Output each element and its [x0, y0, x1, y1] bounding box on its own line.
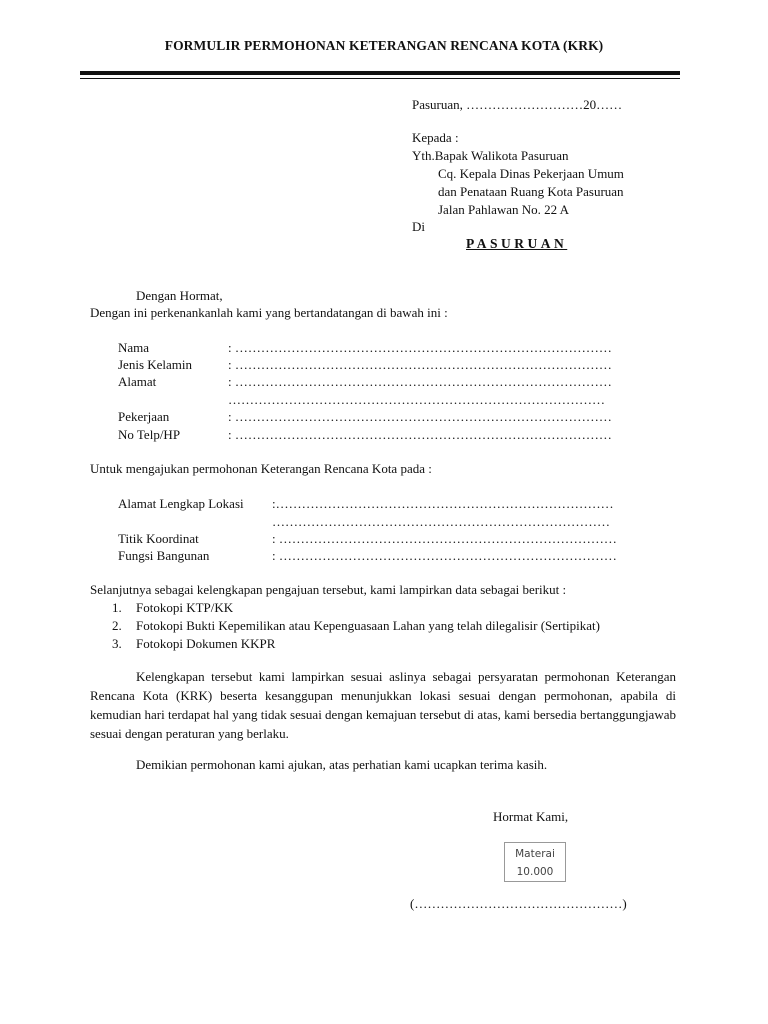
place-date: Pasuruan, ………………………20…… — [412, 97, 623, 112]
field-label-jenis-kelamin: Jenis Kelamin — [118, 357, 193, 372]
field-label-pekerjaan: Pekerjaan — [118, 409, 170, 424]
field-line-alamat-2[interactable]: …………………………………………………………………………… — [228, 392, 605, 407]
header-rule-thick — [80, 71, 680, 75]
field-label-alamat: Alamat — [118, 374, 157, 389]
attachments-intro: Selanjutnya sebagai kelengkapan pengajuan tersebut, kami lampirkan data sebagai berikut : — [90, 582, 567, 597]
kepada-label: Kepada : — [412, 130, 459, 145]
recipient-line: Yth.Bapak Walikota Pasuruan — [412, 148, 569, 163]
field-line-titik-koordinat[interactable]: : …………………………………………………………………… — [272, 531, 617, 546]
field-label-fungsi-bangunan: Fungsi Bangunan — [118, 548, 210, 563]
attachment-number: 2. — [112, 618, 122, 633]
field-label-telp: No Telp/HP — [118, 427, 181, 442]
di-label: Di — [412, 219, 425, 234]
field-line-pekerjaan[interactable]: : …………………………………………………………………………… — [228, 409, 612, 424]
street-address: Jalan Pahlawan No. 22 A — [438, 202, 570, 217]
field-line-jenis-kelamin[interactable]: : …………………………………………………………………………… — [228, 357, 612, 372]
hormat-kami: Hormat Kami, — [493, 809, 569, 824]
field-line-alamat-lokasi-2[interactable]: …………………………………………………………………… — [272, 514, 610, 529]
stamp-value: 10.000 — [516, 866, 554, 878]
form-title: FORMULIR PERMOHONAN KETERANGAN RENCANA KOTA (KRK) — [164, 38, 604, 53]
attachment-item: Fotokopi KTP/KK — [136, 600, 234, 615]
field-line-alamat-lokasi[interactable]: :…………………………………………………………………… — [272, 496, 614, 511]
materai-stamp-box — [504, 842, 566, 882]
attachment-number: 1. — [112, 600, 122, 615]
request-intro: Untuk mengajukan permohonan Keterangan Rencana Kota pada : — [90, 461, 432, 476]
body-paragraph: Kelengkapan tersebut kami lampirkan sesuai aslinya sebagai persyaratan permohonan Keterangan Rencana Kota (KRK) beserta kesanggupan menunjukkan lokasi sesuai dengan permohonan, apabila di kemudian hari terdapat hal yang tidak sesuai dengan kemajuan tersebut di atas, kami bersedia bertanggungjawab sesuai dengan peraturan yang berlaku. — [90, 669, 676, 741]
greeting: Dengan Hormat, — [136, 288, 223, 303]
cq-line-1: Cq. Kepala Dinas Pekerjaan Umum — [438, 166, 624, 181]
field-line-telp[interactable]: : …………………………………………………………………………… — [228, 427, 612, 442]
field-line-nama[interactable]: : …………………………………………………………………………… — [228, 340, 612, 355]
field-label-alamat-lokasi: Alamat Lengkap Lokasi — [118, 496, 244, 511]
field-label-titik-koordinat: Titik Koordinat — [118, 531, 199, 546]
city-heading: PASURUAN — [466, 236, 568, 251]
attachment-item: Fotokopi Dokumen KKPR — [136, 636, 276, 651]
cq-line-2: dan Penataan Ruang Kota Pasuruan — [438, 184, 624, 199]
stamp-label: Materai — [515, 848, 555, 860]
field-label-nama: Nama — [118, 340, 150, 355]
attachment-item: Fotokopi Bukti Kepemilikan atau Kepenguasaan Lahan yang telah dilegalisir (Sertipikat) — [136, 618, 600, 633]
signature-name-line[interactable]: (…………………………………………) — [410, 896, 627, 911]
attachment-number: 3. — [112, 636, 122, 651]
header-rule-thin — [80, 78, 680, 79]
field-line-alamat[interactable]: : …………………………………………………………………………… — [228, 374, 612, 389]
field-line-fungsi-bangunan[interactable]: : …………………………………………………………………… — [272, 548, 617, 563]
intro-line: Dengan ini perkenankanlah kami yang bertandatangan di bawah ini : — [90, 305, 448, 320]
closing-line: Demikian permohonan kami ajukan, atas perhatian kami ucapkan terima kasih. — [136, 757, 548, 772]
